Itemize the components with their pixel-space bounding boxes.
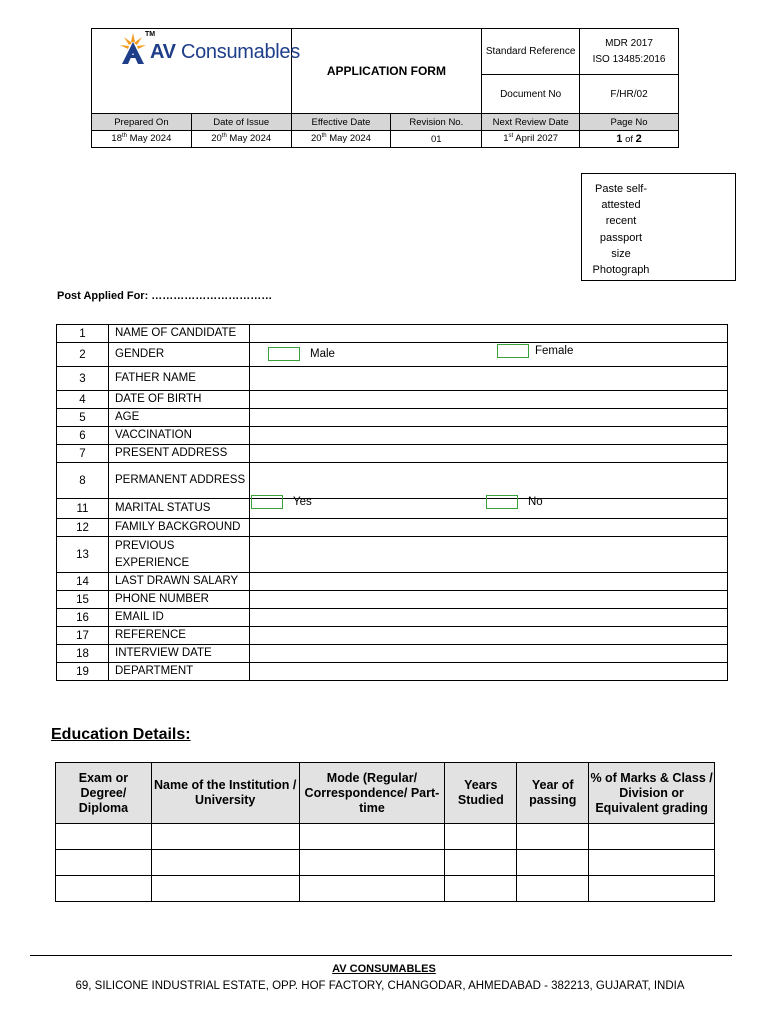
standard-reference-label: [482, 29, 580, 75]
issue-day: 20: [211, 133, 222, 145]
table-row: [57, 409, 728, 427]
table-row: [57, 663, 728, 681]
edu-cell[interactable]: [299, 850, 445, 876]
row-number: 12: [57, 519, 109, 537]
document-no-label: Document No: [482, 75, 580, 114]
next-review-date-value: [482, 131, 580, 148]
col-revision-no: Revision No.: [391, 114, 482, 131]
col-marks: % of Marks & Class / Division or Equivalent grading: [589, 763, 715, 824]
female-checkbox[interactable]: [497, 344, 529, 358]
edu-cell[interactable]: [299, 824, 445, 850]
revision-no-value: 01: [391, 131, 482, 148]
row-label: PREVIOUS EXPERIENCE: [109, 537, 250, 573]
table-row: [57, 519, 728, 537]
edu-cell[interactable]: [589, 850, 715, 876]
row-number: 11: [57, 499, 109, 519]
row-label: AGE: [109, 409, 250, 427]
col-date-of-issue: Date of Issue: [191, 114, 291, 131]
marital-status-field: [250, 496, 728, 519]
effective-rest: May 2024: [326, 133, 371, 145]
review-rest: April 2027: [513, 133, 559, 145]
mdr-value: MDR 2017: [605, 37, 653, 49]
row-label: REFERENCE: [109, 627, 250, 645]
table-row: [56, 850, 715, 876]
table-row: [57, 463, 728, 499]
photo-instructions: [582, 181, 660, 278]
table-row: [57, 445, 728, 463]
prepared-sup: th: [122, 133, 128, 140]
row-label: VACCINATION: [109, 427, 250, 445]
footer-divider: [30, 955, 732, 956]
col-mode: Mode (Regular/ Correspondence/ Part-time: [299, 763, 445, 824]
edu-cell[interactable]: [517, 876, 589, 902]
row-number: 2: [57, 343, 109, 367]
standard-reference-value: [580, 29, 679, 75]
row-label: PERMANENT ADDRESS: [109, 463, 250, 499]
row-label: MARITAL STATUS: [109, 499, 250, 519]
brand-name-bold: AV: [150, 41, 176, 63]
vaccination-field[interactable]: [250, 427, 728, 445]
standard-reference-text: Standard Reference: [485, 45, 576, 57]
age-field[interactable]: [250, 409, 728, 427]
effective-sup: th: [321, 133, 327, 140]
education-table: [55, 762, 715, 902]
interview-date-field[interactable]: [250, 645, 728, 663]
company-logo: [119, 31, 300, 67]
effective-day: 20: [311, 133, 322, 145]
edu-cell[interactable]: [151, 824, 299, 850]
edu-cell[interactable]: [445, 850, 517, 876]
row-label: PRESENT ADDRESS: [109, 445, 250, 463]
prepared-on-value: [92, 131, 192, 148]
yes-label: Yes: [293, 496, 312, 508]
photo-line: size: [611, 247, 631, 260]
permanent-address-field[interactable]: [250, 463, 728, 499]
present-address-field[interactable]: [250, 445, 728, 463]
female-label: Female: [535, 345, 574, 357]
row-number: 5: [57, 409, 109, 427]
male-checkbox[interactable]: [268, 347, 300, 361]
date-of-issue-value: [191, 131, 291, 148]
row-number: 16: [57, 609, 109, 627]
father-name-field[interactable]: [250, 367, 728, 391]
row-label: EMAIL ID: [109, 609, 250, 627]
edu-cell[interactable]: [445, 824, 517, 850]
edu-cell[interactable]: [445, 876, 517, 902]
post-applied-for[interactable]: Post Applied For: ……………………………: [57, 290, 273, 302]
table-row: [57, 367, 728, 391]
table-row: [57, 537, 728, 573]
issue-rest: May 2024: [226, 133, 272, 145]
family-background-field[interactable]: [250, 519, 728, 537]
education-title: Education Details:: [51, 726, 191, 743]
no-checkbox[interactable]: [486, 495, 518, 509]
row-label: DEPARTMENT: [109, 663, 250, 681]
iso-value: ISO 13485:2016: [592, 53, 666, 65]
document-no-value: F/HR/02: [580, 75, 679, 114]
phone-field[interactable]: [250, 591, 728, 609]
previous-experience-field[interactable]: [250, 537, 728, 573]
edu-cell[interactable]: [299, 876, 445, 902]
edu-cell[interactable]: [589, 824, 715, 850]
table-row: [57, 499, 728, 519]
page-of: of: [625, 134, 633, 145]
page-no-value: [580, 131, 679, 148]
male-label: Male: [310, 348, 335, 360]
table-row: [57, 609, 728, 627]
page-total: 2: [635, 133, 642, 145]
brand-name: [150, 41, 300, 64]
row-number: 14: [57, 573, 109, 591]
table-row: [57, 573, 728, 591]
row-label: LAST DRAWN SALARY: [109, 573, 250, 591]
gender-male-option[interactable]: [268, 347, 335, 361]
row-number: 15: [57, 591, 109, 609]
col-year-of-passing: Year of passing: [517, 763, 589, 824]
row-label: DATE OF BIRTH: [109, 391, 250, 409]
row-number: 19: [57, 663, 109, 681]
issue-sup: th: [221, 133, 227, 140]
yes-checkbox[interactable]: [251, 495, 283, 509]
row-number: 4: [57, 391, 109, 409]
review-day: 1: [503, 133, 509, 145]
row-label: NAME OF CANDIDATE: [109, 325, 250, 343]
table-row: [57, 645, 728, 663]
row-number: 7: [57, 445, 109, 463]
table-row: [57, 325, 728, 343]
brand-name-regular: Consumables: [180, 41, 300, 63]
education-header-row: [56, 763, 715, 824]
form-title: APPLICATION FORM: [291, 29, 482, 114]
trademark-symbol: TM: [145, 31, 156, 38]
table-row: [56, 876, 715, 902]
col-institution: Name of the Institution / University: [151, 763, 299, 824]
gender-field: [250, 343, 728, 367]
department-field[interactable]: [250, 663, 728, 681]
footer-company: AV CONSUMABLES: [332, 963, 436, 975]
marital-no-option[interactable]: [486, 495, 543, 509]
header-column-row: [92, 114, 679, 131]
row-label: PHONE NUMBER: [109, 591, 250, 609]
row-label: INTERVIEW DATE: [109, 645, 250, 663]
edu-cell[interactable]: [517, 824, 589, 850]
header-value-row: [92, 131, 679, 148]
email-field[interactable]: [250, 609, 728, 627]
page-current: 1: [616, 133, 623, 145]
col-exam: Exam or Degree/ Diploma: [56, 763, 152, 824]
photo-box[interactable]: [581, 173, 736, 281]
table-row: [57, 591, 728, 609]
table-row: [57, 391, 728, 409]
photo-line: recent: [605, 215, 637, 228]
photo-line: passport: [599, 231, 643, 244]
row-number: 17: [57, 627, 109, 645]
marital-yes-option[interactable]: [251, 495, 312, 509]
logo-cell: [92, 29, 300, 114]
table-row: [57, 427, 728, 445]
row-label: FAMILY BACKGROUND: [109, 519, 250, 537]
edu-cell[interactable]: [151, 876, 299, 902]
prepared-day: 18: [111, 133, 122, 145]
effective-date-value: [291, 131, 391, 148]
photo-line: attested: [601, 199, 641, 212]
table-row: [56, 824, 715, 850]
name-field[interactable]: [250, 325, 728, 343]
row-label: GENDER: [109, 343, 250, 367]
row-number: 3: [57, 367, 109, 391]
photo-line: Photograph: [592, 264, 650, 277]
document-header: [91, 28, 679, 148]
row-number: 13: [57, 537, 109, 573]
col-effective-date: Effective Date: [291, 114, 391, 131]
edu-cell[interactable]: [151, 850, 299, 876]
reference-field[interactable]: [250, 627, 728, 645]
edu-cell[interactable]: [56, 876, 152, 902]
edu-cell[interactable]: [589, 876, 715, 902]
col-prepared-on: Prepared On: [92, 114, 192, 131]
edu-cell[interactable]: [56, 824, 152, 850]
candidate-details-table: [56, 324, 728, 681]
footer-address: 69, SILICONE INDUSTRIAL ESTATE, OPP. HOF FACTORY, CHANGODAR, AHMEDABAD - 382213, GUJARAT, INDIA: [75, 980, 685, 992]
edu-cell[interactable]: [56, 850, 152, 876]
salary-field[interactable]: [250, 573, 728, 591]
table-row: [57, 343, 728, 367]
row-number: 1: [57, 325, 109, 343]
col-page-no: Page No: [580, 114, 679, 131]
review-sup: st: [508, 133, 514, 140]
dob-field[interactable]: [250, 391, 728, 409]
row-number: 6: [57, 427, 109, 445]
no-label: No: [528, 496, 543, 508]
row-number: 8: [57, 463, 109, 499]
prepared-rest: May 2024: [127, 133, 172, 145]
photo-line: Paste self-: [595, 183, 647, 195]
edu-cell[interactable]: [517, 850, 589, 876]
col-next-review-date: Next Review Date: [482, 114, 580, 131]
gender-female-option[interactable]: [497, 344, 573, 358]
row-label: FATHER NAME: [109, 367, 250, 391]
table-row: [57, 627, 728, 645]
row-number: 18: [57, 645, 109, 663]
col-years-studied: Years Studied: [445, 763, 517, 824]
